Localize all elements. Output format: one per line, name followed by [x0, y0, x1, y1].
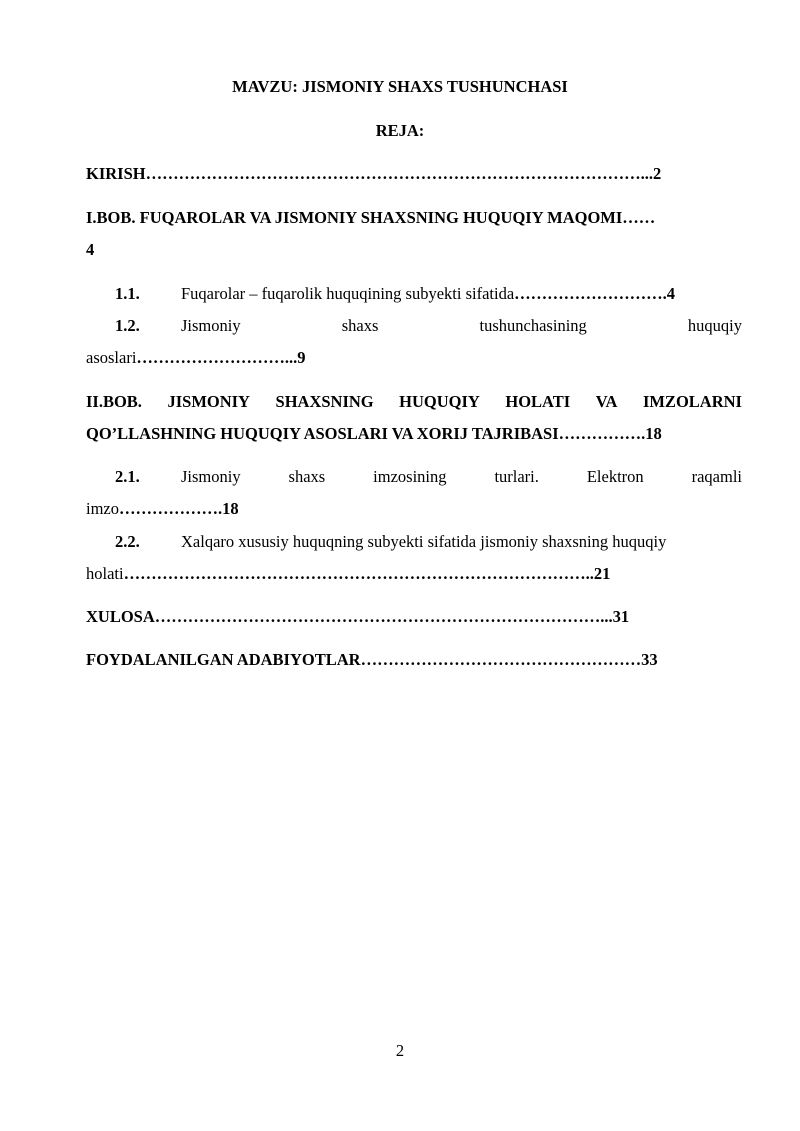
toc-entry-bob2-line1	[86, 392, 742, 412]
toc-word: HUQUQIY	[399, 392, 480, 411]
toc-entry-references: FOYDALANILGAN ADABIYOTLAR……………………………………………33	[86, 650, 658, 669]
toc-word: huquqiy	[687, 316, 742, 335]
toc-word: IMZOLARNI	[642, 392, 742, 411]
toc-word: II.BOB.	[86, 392, 142, 411]
toc-word: HOLATI	[505, 392, 571, 411]
toc-word: Jismoniy	[181, 467, 241, 486]
toc-section-number: 1.2.	[115, 316, 140, 335]
toc-entry-xulosa: XULOSA………………………………………………………………………...31	[86, 607, 630, 626]
toc-entry-2-1-line1	[181, 467, 742, 487]
toc-word: imzosining	[373, 467, 447, 486]
toc-entry-text: asoslari	[86, 348, 137, 367]
toc-entry-bob1-page: 4	[86, 240, 95, 259]
toc-entry-bob1: I.BOB. FUQAROLAR VA JISMONIY SHAXSNING HUQUQIY MAQOMI……	[86, 208, 656, 227]
toc-entry-2-2-line1: Xalqaro xususiy huquqning subyekti sifatida jismoniy shaxsning huquqiy	[181, 532, 667, 551]
page-number: 2	[395, 1041, 405, 1060]
toc-section-number: 2.2.	[115, 532, 140, 551]
toc-word: shaxs	[341, 316, 379, 335]
toc-entry-leader: ………………………...9	[136, 348, 306, 367]
toc-section-number: 2.1.	[115, 467, 140, 486]
toc-entry-leader: ……………………….4	[514, 284, 676, 303]
toc-section-number: 1.1.	[115, 284, 140, 303]
toc-entry-1-1	[181, 284, 675, 304]
toc-word: JISMONIY	[167, 392, 250, 411]
toc-entry-2-2-line2	[86, 564, 610, 584]
toc-word: tushunchasining	[479, 316, 587, 335]
toc-entry-kirish: KIRISH………………………………………………………………………………...2	[86, 164, 662, 183]
toc-entry-2-1-line2	[86, 499, 239, 519]
toc-entry-leader: ……………….18	[119, 499, 239, 518]
toc-entry-text: Fuqarolar – fuqarolik huquqining subyekti sifatida	[181, 284, 515, 303]
toc-entry-leader: …………………………………………………………………………..21	[123, 564, 611, 583]
toc-word: SHAXSNING	[275, 392, 374, 411]
toc-entry-1-2-line2	[86, 348, 306, 368]
toc-entry-text: imzo	[86, 499, 119, 518]
document-title: MAVZU: JISMONIY SHAXS TUSHUNCHASI	[232, 77, 568, 96]
toc-word: Elektron	[586, 467, 644, 486]
toc-entry-bob2-line2: QO’LLASHNING HUQUQIY ASOSLARI VA XORIJ TAJRIBASI…………….18	[86, 424, 662, 443]
toc-word: VA	[595, 392, 618, 411]
toc-word: raqamli	[691, 467, 742, 486]
toc-word: turlari.	[494, 467, 539, 486]
plan-heading: REJA:	[375, 121, 425, 140]
toc-entry-1-2-line1	[181, 316, 742, 336]
toc-word: shaxs	[288, 467, 326, 486]
toc-entry-text: holati	[86, 564, 124, 583]
toc-word: Jismoniy	[181, 316, 241, 335]
